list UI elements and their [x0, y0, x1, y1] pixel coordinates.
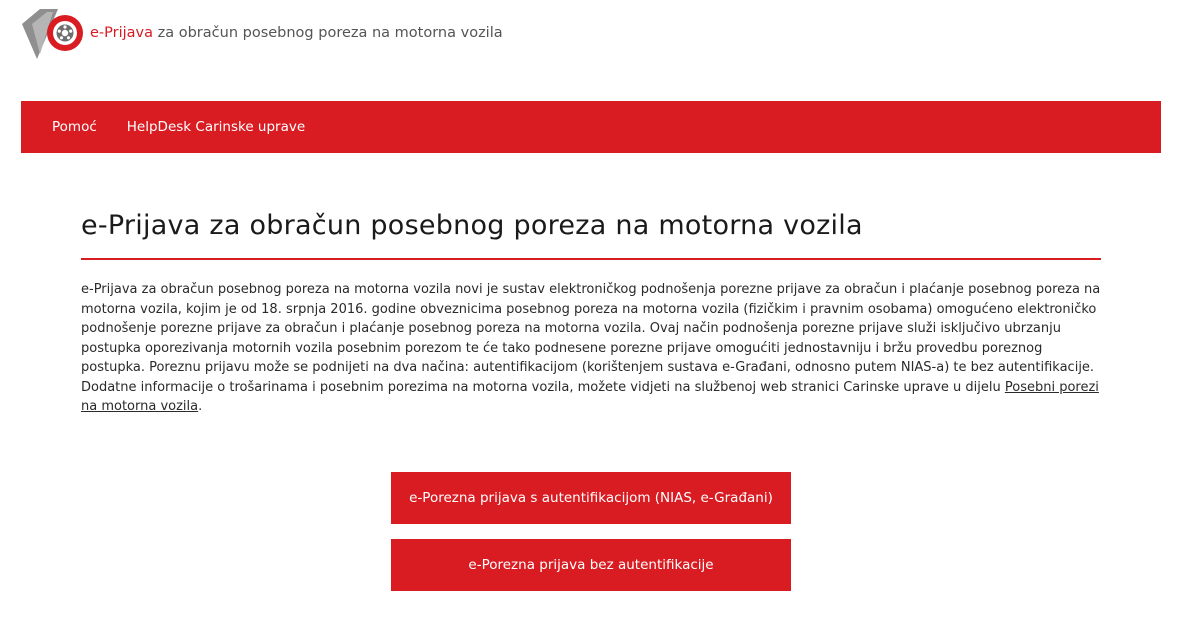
site-name [90, 25, 503, 41]
noauth-submit-button[interactable]: e-Porezna prijava bez autentifikacije [391, 539, 791, 591]
main-nav [21, 101, 1161, 153]
site-subtitle: za obračun posebnog poreza na motorna vozila [153, 25, 503, 41]
intro-paragraph [81, 280, 1105, 417]
site-logo[interactable] [20, 8, 503, 60]
nav-item-helpdesk[interactable]: HelpDesk Carinske uprave [126, 119, 306, 135]
posebni-porezi-link[interactable]: Posebni porezi na motorna vozila [81, 379, 1099, 414]
nav-item-pomoc[interactable]: Pomoć [52, 119, 97, 135]
car-wheel-logo-icon [20, 8, 86, 60]
title-divider [81, 258, 1101, 260]
site-brand: e-Prijava [90, 25, 154, 41]
page-title: e-Prijava za obračun posebnog poreza na motorna vozila [81, 210, 863, 241]
intro-end: . [198, 399, 203, 414]
auth-submit-button[interactable]: e-Porezna prijava s autentifikacijom (NIAS, e-Građani) [391, 472, 791, 524]
intro-text: e-Prijava za obračun posebnog poreza na motorna vozila novi je sustav elektroničkog podnošenja porezne prijave za obračun i plaćanje posebnog poreza na motorna vozila, kojim je od 18. srpnja 2016. godine obveznicima posebnog poreza na motorna vozila (fizičkim i pravnim osobama) omogućeno elektroničko podnošenje porezne prijave za obračun i plaćanje posebnog poreza na motorna vozila. Ovaj način podnošenja porezne prijave služi isključivo ubrzanju postupka oporezivanja motornih vozila posebnim porezom te će tako podnesene porezne prijave omogućiti jednostavniju i bržu provedbu poreznog postupka. Poreznu prijavu može se podnijeti na dva načina: autentifikacijom (korištenjem sustava e-Građani, odnosno putem NIAS-a) te bez autentifikacije. Dodatne informacije o trošarinama i posebnim porezima na motorna vozila, možete vidjeti na službenoj web stranici Carinske uprave u dijelu [81, 282, 1101, 395]
